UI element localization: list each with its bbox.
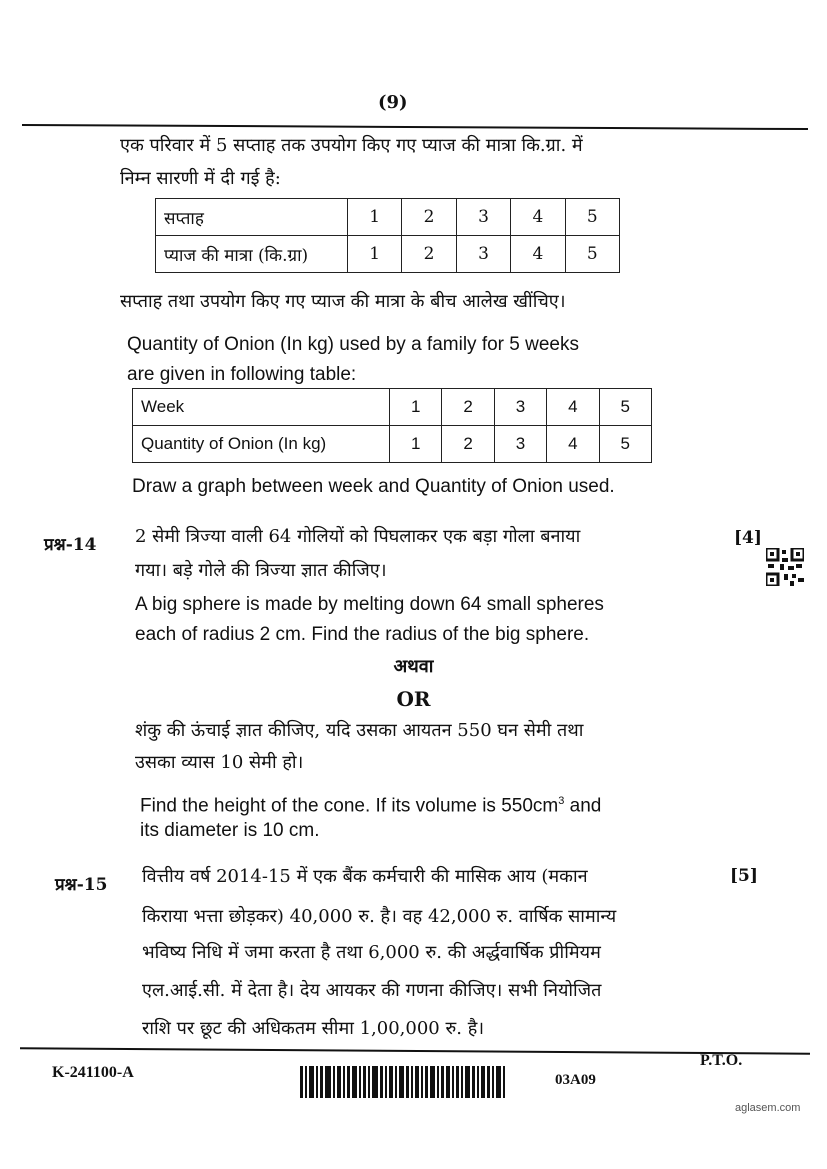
q14-alt-english-text-end: and	[564, 795, 602, 817]
barcode-text: 03A09	[555, 1072, 596, 1088]
q15-marks: [5]	[730, 866, 758, 886]
table-row	[156, 199, 620, 236]
table-row	[133, 389, 652, 426]
table-cell: सप्ताह	[156, 199, 348, 236]
pto-label: P.T.O.	[700, 1052, 743, 1069]
q15-line-1: वित्तीय वर्ष 2014-15 में एक बैंक कर्मचारी की मासिक आय (मकान	[142, 866, 588, 887]
q14-alt-english-line-2: its diameter is 10 cm.	[140, 820, 320, 841]
table-cell: 3	[494, 389, 546, 426]
table-cell: 1	[348, 199, 402, 236]
page-number: (9)	[378, 92, 408, 113]
table-cell: 5	[599, 426, 651, 463]
top-rule	[22, 124, 808, 130]
q13-hindi-line-2: निम्न सारणी में दी गई है:	[120, 168, 281, 189]
bottom-rule	[20, 1047, 810, 1055]
table-cell: 2	[402, 199, 456, 236]
q15-line-5: राशि पर छूट की अधिकतम सीमा 1,00,000 रु. है।	[142, 1018, 485, 1039]
superscript: 3	[558, 795, 565, 807]
or-english: OR	[396, 687, 431, 711]
paper-code: K-241100-A	[52, 1064, 134, 1081]
table-cell: 5	[565, 236, 619, 273]
q14-hindi-line-2: गया। बड़े गोले की त्रिज्या ज्ञात कीजिए।	[135, 560, 387, 581]
table-cell: 2	[442, 426, 494, 463]
table-cell: प्याज की मात्रा (कि.ग्रा)	[156, 236, 348, 273]
table-cell: 1	[390, 426, 442, 463]
table-cell: 3	[456, 236, 510, 273]
q15-line-2: किराया भत्ता छोड़कर) 40,000 रु. है। वह 42,000 रु. वार्षिक सामान्य	[142, 906, 617, 927]
table-cell: 5	[565, 199, 619, 236]
q14-alt-english-text: Find the height of the cone. If its volume is 550cm	[140, 795, 559, 817]
q13-english-instruction: Draw a graph between week and Quantity of Onion used.	[132, 476, 615, 497]
table-cell: 4	[547, 389, 599, 426]
table-row	[133, 426, 652, 463]
qr-code-icon	[766, 548, 804, 586]
q15-label: प्रश्न-15	[55, 875, 108, 895]
q15-line-4: एल.आई.सी. में देता है। देय आयकर की गणना कीजिए। सभी नियोजित	[142, 980, 602, 1001]
table-row	[156, 236, 620, 273]
table-cell: 4	[547, 426, 599, 463]
table-cell: 3	[456, 199, 510, 236]
table-cell: Quantity of Onion (In kg)	[133, 426, 390, 463]
table-cell: 4	[511, 199, 565, 236]
q13-english-table	[132, 388, 652, 463]
q14-marks: [4]	[734, 528, 762, 548]
q13-hindi-instruction: सप्ताह तथा उपयोग किए गए प्याज की मात्रा के बीच आलेख खींचिए।	[120, 291, 566, 312]
q14-alt-hindi-line-2: उसका व्यास 10 सेमी हो।	[135, 752, 304, 773]
q14-hindi-line-1: 2 सेमी त्रिज्या वाली 64 गोलियों को पिघलाकर एक बड़ा गोला बनाया	[135, 526, 581, 547]
or-hindi: अथवा	[393, 656, 434, 677]
table-cell: 3	[494, 426, 546, 463]
table-cell: Week	[133, 389, 390, 426]
q14-alt-hindi-line-1: शंकु की ऊंचाई ज्ञात कीजिए, यदि उसका आयतन 550 घन सेमी तथा	[135, 720, 584, 741]
table-cell: 4	[511, 236, 565, 273]
q13-english-line-2: are given in following table:	[127, 364, 357, 385]
q14-english-line-2: each of radius 2 cm. Find the radius of the big sphere.	[135, 624, 590, 645]
q13-hindi-line-1: एक परिवार में 5 सप्ताह तक उपयोग किए गए प्याज की मात्रा कि.ग्रा. में	[120, 135, 583, 156]
q14-label: प्रश्न-14	[44, 535, 97, 555]
table-cell: 2	[442, 389, 494, 426]
table-cell: 1	[348, 236, 402, 273]
barcode	[300, 1066, 507, 1098]
watermark: aglasem.com	[735, 1102, 801, 1114]
table-cell: 1	[390, 389, 442, 426]
q15-line-3: भविष्य निधि में जमा करता है तथा 6,000 रु. की अर्द्धवार्षिक प्रीमियम	[142, 942, 601, 963]
q13-hindi-table	[155, 198, 620, 273]
q14-english-line-1: A big sphere is made by melting down 64 small spheres	[135, 594, 604, 615]
q13-english-line-1: Quantity of Onion (In kg) used by a family for 5 weeks	[127, 334, 579, 355]
table-cell: 5	[599, 389, 651, 426]
table-cell: 2	[402, 236, 456, 273]
